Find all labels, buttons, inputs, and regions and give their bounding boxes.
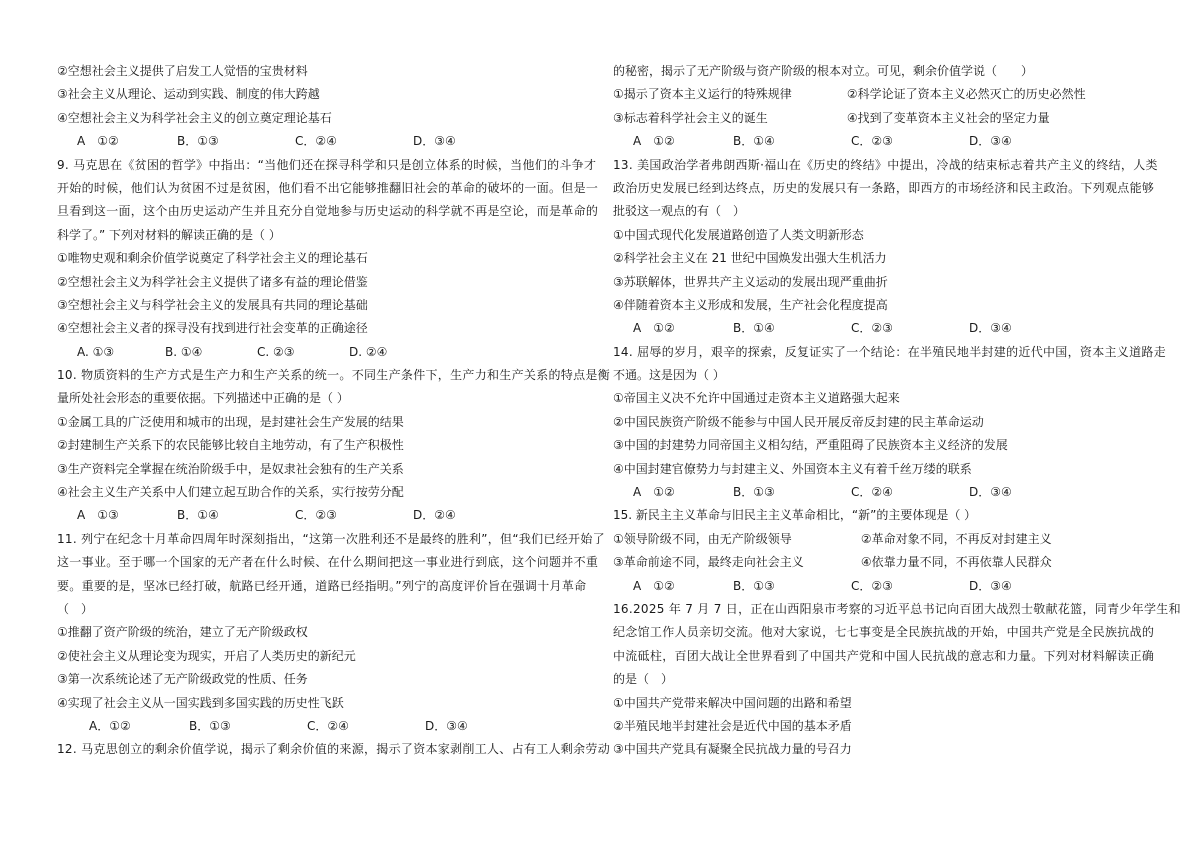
option-a: A. ①③ <box>77 344 115 359</box>
option-a: A ①② <box>633 134 675 149</box>
q9-item-3: ③空想社会主义与科学社会主义的发展具有共同的理论基础 <box>57 297 368 312</box>
option-d: D．③④ <box>969 134 1012 149</box>
q13-item-1: ①中国式现代化发展道路创造了人类文明新形态 <box>613 227 864 242</box>
option-c: C. ②③ <box>257 344 295 359</box>
q12-item-3: ③标志着科学社会主义的诞生 <box>613 110 768 125</box>
q15-item-3: ③革命前途不同，最终走向社会主义 <box>613 555 804 570</box>
option-a: A ①② <box>633 485 675 500</box>
q11-stem-line: 11. 列宁在纪念十月革命四周年时深刻指出，“这第一次胜利还不是最终的胜利”，但“我们已经开始了 <box>57 531 605 546</box>
option-d: D. ②④ <box>349 344 388 359</box>
q15-item-1: ①领导阶级不同，由无产阶级领导 <box>613 531 792 546</box>
q8-options <box>57 130 597 153</box>
q14-item-3: ③中国的封建势力同帝国主义相勾结，严重阻碍了民族资本主义经济的发展 <box>613 438 1008 453</box>
q8-item-2: ②空想社会主义提供了启发工人觉悟的宝贵材料 <box>57 64 308 78</box>
q15-item-2: ②革命对象不同，不再反对封建主义 <box>860 531 1052 546</box>
q12-items-row <box>613 83 1153 106</box>
option-b: B．①③ <box>177 134 219 149</box>
option-c: C．②③ <box>851 321 893 336</box>
q11-item-4: ④实现了社会主义从一国实践到多国实践的历史性飞跃 <box>57 695 344 710</box>
q14-item-1: ①帝国主义决不允许中国通过走资本主义道路强大起来 <box>613 391 900 406</box>
option-c: C．②③ <box>851 578 893 593</box>
option-a: A ①② <box>633 578 675 593</box>
q14-item-2: ②中国民族资产阶级不能参与中国人民开展反帝反封建的民主革命运动 <box>613 414 984 429</box>
option-b: B．①③ <box>733 485 775 500</box>
q13-stem-line: 批驳这一观点的有（ ） <box>613 204 746 219</box>
option-c: C．②④ <box>295 134 337 149</box>
q12-item-1: ①揭示了资本主义运行的特殊规律 <box>613 87 792 102</box>
q15-items-row <box>613 551 1153 574</box>
option-d: D．③④ <box>969 578 1012 593</box>
q10-options <box>57 504 597 527</box>
option-d: D．③④ <box>969 485 1012 500</box>
option-a: A ①② <box>633 321 675 336</box>
q10-item-2: ②封建制生产关系下的农民能够比较自主地劳动，有了生产积极性 <box>57 438 404 453</box>
q16-stem-line: 的是（ ） <box>613 672 674 687</box>
q14-item-4: ④中国封建官僚势力与封建主义、外国资本主义有着千丝万缕的联系 <box>613 461 972 476</box>
option-b: B．①④ <box>733 321 775 336</box>
q9-stem-line: 9. 马克思在《贫困的哲学》中指出：“当他们还在探寻科学和只是创立体系的时候，当他们的斗争才 <box>57 157 597 172</box>
q10-item-1: ①金属工具的广泛使用和城市的出现，是封建社会生产发展的结果 <box>57 414 404 429</box>
q16-stem-line: 纪念馆工作人员亲切交流。他对大家说，七七事变是全民族抗战的开始，中国共产党是全民族抗战的 <box>613 625 1155 640</box>
q11-item-3: ③第一次系统论述了无产阶级政党的性质、任务 <box>57 672 308 687</box>
option-b: B．①③ <box>733 578 775 593</box>
option-d: D．②④ <box>413 508 456 523</box>
q16-stem-line: 16.2025 年 7 月 7 日，正在山西阳泉市考察的习近平总书记向百团大战烈士敬献花篮，同青少年学生和 <box>613 601 1181 616</box>
q8-item-4: ④空想社会主义为科学社会主义的创立奠定理论基石 <box>57 110 332 125</box>
q15-item-4: ④依靠力量不同，不再依靠人民群众 <box>860 555 1052 570</box>
q11-stem-line: 这一事业。至于哪一个国家的无产者在什么时候、在什么期间把这一事业进行到底，这个问题并不重 <box>57 555 599 570</box>
q12-item-4: ④找到了变革资本主义社会的坚定力量 <box>846 110 1050 125</box>
q16-item-2: ②半殖民地半封建社会是近代中国的基本矛盾 <box>613 718 852 733</box>
option-a: A．①② <box>89 718 131 733</box>
q13-options <box>613 317 1153 340</box>
q13-item-4: ④伴随着资本主义形成和发展，生产社会化程度提高 <box>613 297 888 312</box>
q9-options <box>57 341 597 364</box>
q16-item-3: ③中国共产党具有凝聚全民抗战力量的号召力 <box>613 742 852 757</box>
q9-item-4: ④空想社会主义者的探寻没有找到进行社会变革的正确途径 <box>57 321 368 336</box>
q14-stem-line: 不通。这是因为（ ） <box>613 368 725 383</box>
option-c: C．②③ <box>295 508 337 523</box>
q11-stem-line: 要。重要的是，坚冰已经打破，航路已经开通，道路已经指明。”列宁的高度评价旨在强调十月革命 <box>57 578 587 593</box>
q16-item-1: ①中国共产党带来解决中国问题的出路和希望 <box>613 695 852 710</box>
option-d: D．③④ <box>425 718 468 733</box>
q11-item-1: ①推翻了资产阶级的统治，建立了无产阶级政权 <box>57 625 308 640</box>
q16-stem-line: 中流砥柱，百团大战让全世界看到了中国共产党和中国人民抗战的意志和力量。下列对材料解读正确 <box>613 648 1155 663</box>
q15-options <box>613 575 1153 598</box>
q10-item-4: ④社会主义生产关系中人们建立起互助合作的关系，实行按劳分配 <box>57 485 404 500</box>
q13-stem-line: 政治历史发展已经到达终点，历史的发展只有一条路，即西方的市场经济和民主政治。下列观点能够 <box>613 180 1155 195</box>
q10-stem-line: 10. 物质资料的生产方式是生产力和生产关系的统一。不同生产条件下，生产力和生产关系的特点是衡 <box>57 368 611 383</box>
q12-items-row <box>613 107 1153 130</box>
q14-options <box>613 481 1153 504</box>
q15-stem-line: 15. 新民主主义革命与旧民主主义革命相比，“新”的主要体现是（ ） <box>613 508 977 523</box>
option-c: C．②④ <box>307 718 349 733</box>
q14-stem-line: 14. 屈辱的岁月，艰辛的探索，反复证实了一个结论：在半殖民地半封建的近代中国，资本主义道路走 <box>613 344 1167 359</box>
q11-stem-line: （ ） <box>57 601 94 616</box>
q12-options <box>613 130 1153 153</box>
q11-options <box>57 715 597 738</box>
option-b: B. ①④ <box>165 344 203 359</box>
option-b: B．①④ <box>177 508 219 523</box>
q15-items-row <box>613 528 1153 551</box>
option-a: A ①③ <box>77 508 119 523</box>
q9-stem-line: 科学了。” 下列对材料的解读正确的是（ ） <box>57 227 281 242</box>
q12-stem-line: 12. 马克思创立的剩余价值学说，揭示了剩余价值的来源，揭示了资本家剥削工人、占有工人剩余劳动 <box>57 742 611 757</box>
q9-item-2: ②空想社会主义为科学社会主义提供了诸多有益的理论借鉴 <box>57 274 368 289</box>
q13-item-2: ②科学社会主义在 21 世纪中国焕发出强大生机活力 <box>613 251 887 266</box>
q9-item-1: ①唯物史观和剩余价值学说奠定了科学社会主义的理论基石 <box>57 251 368 266</box>
option-b: B．①③ <box>189 718 231 733</box>
option-a: A ①② <box>77 134 119 149</box>
option-d: D．③④ <box>413 134 456 149</box>
q9-stem-line: 开始的时候，他们认为贫困不过是贫困，他们看不出它能够推翻旧社会的革命的破坏的一面。但是一 <box>57 180 599 195</box>
option-b: B．①④ <box>733 134 775 149</box>
option-c: C．②④ <box>851 485 893 500</box>
q8-item-3: ③社会主义从理论、运动到实践、制度的伟大跨越 <box>57 87 320 102</box>
q13-item-3: ③苏联解体，世界共产主义运动的发展出现严重曲折 <box>613 274 888 289</box>
q12-item-2: ②科学论证了资本主义必然灭亡的历史必然性 <box>846 87 1086 102</box>
q13-stem-line: 13. 美国政治学者弗朗西斯·福山在《历史的终结》中提出，冷战的结束标志着共产主义的终结，人类 <box>613 157 1158 172</box>
option-c: C．②③ <box>851 134 893 149</box>
q11-item-2: ②使社会主义从理论变为现实，开启了人类历史的新纪元 <box>57 648 356 663</box>
q10-item-3: ③生产资料完全掌握在统治阶级手中，是奴隶社会独有的生产关系 <box>57 461 404 476</box>
q12-stem-line: 的秘密，揭示了无产阶级与资产阶级的根本对立。可见，剩余价值学说（ ） <box>613 64 1034 78</box>
right-column <box>613 60 1181 762</box>
option-d: D．③④ <box>969 321 1012 336</box>
left-column <box>57 60 611 762</box>
q10-stem-line: 量所处社会形态的重要依据。下列描述中正确的是（ ） <box>57 391 349 406</box>
q9-stem-line: 旦看到这一面，这个由历史运动产生并且充分自觉地参与历史运动的科学就不再是空论，而是革命的 <box>57 204 599 219</box>
